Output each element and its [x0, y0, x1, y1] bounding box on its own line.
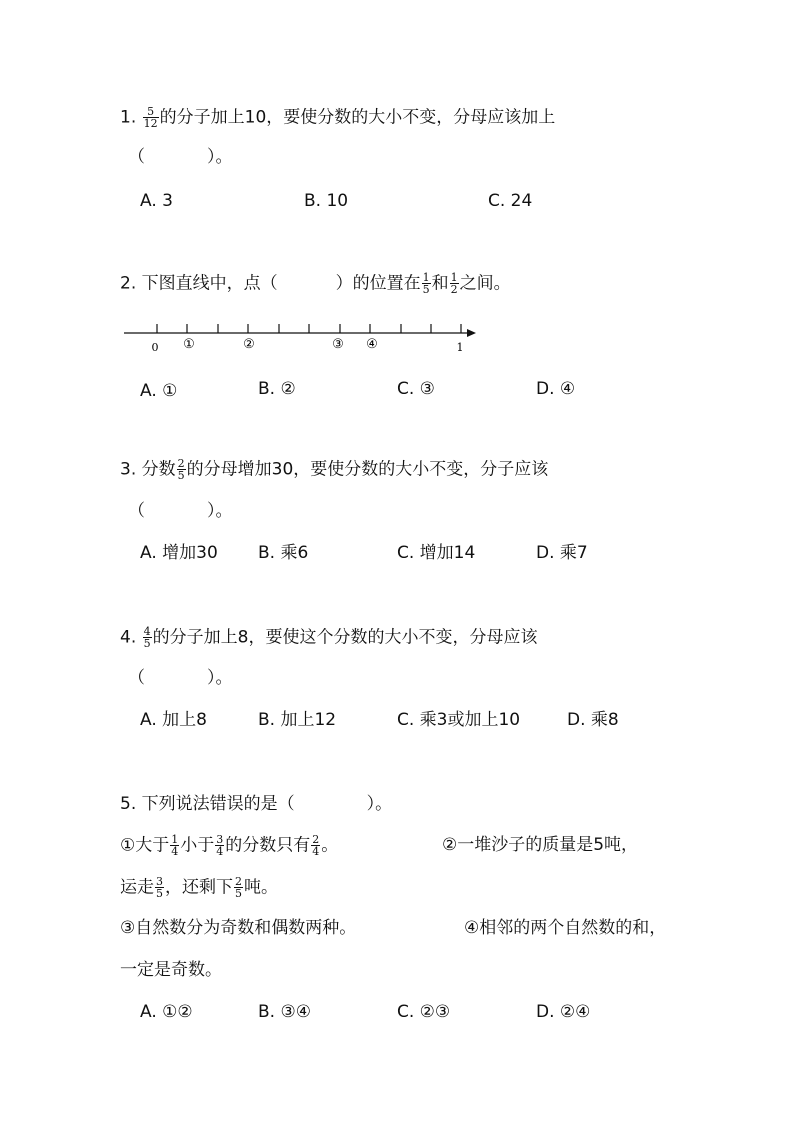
tick-label-1: 1: [456, 341, 464, 354]
q2-fraction-2: $\frac{1}{2}$: [450, 271, 458, 296]
q5-options: [0, 1001, 794, 1025]
q5-statement-2-second-line: 运走 $\frac{3}{5}$ ，还剩下 $\frac{2}{5}$ 吨。: [120, 875, 278, 900]
q5-option-b[interactable]: B. ③④: [258, 1002, 311, 1022]
q5-statement-1: ①大于 $\frac{1}{4}$ 小于 $\frac{3}{4}$ 的分数只有 $\frac{2}{4}$ 。: [120, 833, 339, 858]
q1-fraction: $\frac{5}{12}$: [143, 105, 158, 130]
q2-option-b[interactable]: B. ②: [258, 379, 296, 399]
q2-options: [0, 378, 794, 402]
q4-options: [0, 709, 794, 731]
q5-statements-row-1: [0, 834, 794, 858]
q1-option-c[interactable]: C. 24: [488, 191, 533, 211]
q3-option-d[interactable]: D. 乘7: [536, 543, 588, 563]
q4-answer-blank[interactable]: （ ）。: [128, 668, 233, 688]
q1-option-a[interactable]: A. 3: [140, 191, 173, 211]
q5-statement-4-second-line: 一定是奇数。: [120, 960, 222, 980]
q1-number: 1.: [120, 107, 137, 128]
q1-text: 的分子加上10，要使分数的大小不变，分母应该加上: [159, 107, 556, 128]
q3-fraction: $\frac{2}{5}$: [177, 457, 185, 482]
q4-option-a[interactable]: A. 加上8: [140, 710, 207, 730]
q2-stem: 2. 下图直线中，点（ ）的位置在 $\frac{1}{5}$ 和 $\frac{1}{2}$ 之间。: [120, 271, 511, 296]
number-line: [0, 315, 794, 360]
q5-stem: 5. 下列说法错误的是（ ）。: [120, 794, 393, 814]
q1-options: [0, 190, 794, 212]
q4-option-c[interactable]: C. 乘3或加上10: [397, 710, 521, 730]
tick-label-0: 0: [151, 341, 159, 354]
q5-statement-3: ③自然数分为奇数和偶数两种。: [120, 918, 357, 938]
point-2-label: ②: [243, 337, 255, 352]
q2-option-c[interactable]: C. ③: [397, 379, 435, 399]
q3-options: [0, 542, 794, 564]
q1-answer-blank[interactable]: （ ）。: [128, 147, 233, 167]
point-3-label: ③: [332, 337, 344, 352]
q3-answer-blank[interactable]: （ ）。: [128, 501, 233, 521]
number-line-arrow: [467, 329, 476, 337]
q5-statement-4-first-line: ④相邻的两个自然数的和，: [464, 918, 667, 938]
q2-option-a[interactable]: A. ①: [140, 381, 178, 401]
q4-stem: 4. $\frac{4}{5}$ 的分子加上8，要使这个分数的大小不变，分母应该: [120, 625, 538, 650]
q4-option-d[interactable]: D. 乘8: [567, 710, 619, 730]
q2-fraction-1: $\frac{1}{5}$: [422, 271, 430, 296]
number-line-ticks: [157, 324, 461, 333]
q4-fraction: $\frac{4}{5}$: [143, 625, 151, 650]
q5-option-d[interactable]: D. ②④: [536, 1002, 591, 1022]
q3-option-c[interactable]: C. 增加14: [397, 543, 476, 563]
q3-option-a[interactable]: A. 增加30: [140, 543, 218, 563]
point-4-label: ④: [366, 337, 378, 352]
q5-statement-2-first-line: ②一堆沙子的质量是5吨，: [442, 835, 639, 855]
q4-option-b[interactable]: B. 加上12: [258, 710, 337, 730]
q5-statements-row-3: [0, 917, 794, 941]
point-1-label: ①: [183, 337, 195, 352]
q3-option-b[interactable]: B. 乘6: [258, 543, 309, 563]
q1-stem: [120, 106, 555, 129]
q1-option-b[interactable]: B. 10: [304, 191, 349, 211]
q3-stem: 3. 分数 $\frac{2}{5}$ 的分母增加30，要使分数的大小不变，分子应该: [120, 457, 549, 482]
q5-option-a[interactable]: A. ①②: [140, 1002, 193, 1022]
q5-option-c[interactable]: C. ②③: [397, 1002, 451, 1022]
q2-option-d[interactable]: D. ④: [536, 379, 576, 399]
